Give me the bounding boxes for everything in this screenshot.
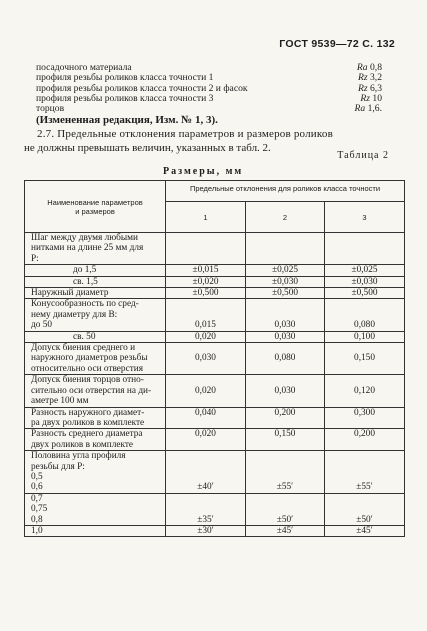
parameter-line: 0,7 bbox=[31, 493, 43, 504]
value-cell-class-3 bbox=[325, 276, 405, 287]
tolerance-value bbox=[246, 243, 324, 253]
parameter-line: св. 1,5 bbox=[73, 276, 98, 287]
tolerance-value: 0,015 bbox=[195, 320, 216, 331]
parameter-cell bbox=[25, 276, 166, 287]
tolerance-value: ±45′ bbox=[276, 525, 294, 536]
tolerance-value bbox=[166, 310, 245, 320]
tolerance-value: ±0,025 bbox=[271, 265, 299, 276]
value-cell-class-1 bbox=[166, 288, 246, 299]
tolerance-value: ±0,025 bbox=[351, 265, 378, 276]
header-line: и размеров bbox=[75, 206, 115, 216]
value-cell-class-1 bbox=[166, 451, 246, 494]
roughness-label: посадочного материала bbox=[36, 62, 132, 73]
tolerance-value: ±0,030 bbox=[271, 276, 299, 287]
tolerance-value: ±0,500 bbox=[271, 288, 299, 299]
roughness-value bbox=[355, 104, 382, 114]
tolerance-value bbox=[166, 375, 245, 385]
tolerance-value bbox=[246, 504, 324, 514]
tolerance-value bbox=[246, 299, 324, 309]
value-cell-class-2 bbox=[246, 375, 325, 407]
tolerance-value: ±35′ bbox=[197, 514, 214, 525]
tolerance-value: 0,020 bbox=[195, 385, 216, 396]
table-row bbox=[25, 525, 405, 536]
edition-note: (Измененная редакция, Изм. № 1, 3). bbox=[36, 114, 218, 126]
tolerance-value bbox=[246, 472, 324, 482]
tolerance-value: ±0,020 bbox=[192, 276, 219, 287]
tolerance-value: 0,150 bbox=[354, 353, 375, 364]
parameter-line: Шаг между двумя любыми bbox=[31, 233, 139, 243]
tolerance-value bbox=[325, 233, 404, 243]
parameter-line: Разность наружного диамет- bbox=[31, 407, 145, 418]
table-row bbox=[25, 451, 405, 494]
value-cell-class-2 bbox=[246, 288, 325, 299]
tolerance-value: 0,200 bbox=[274, 407, 296, 418]
tolerance-value bbox=[325, 243, 404, 253]
parameter-cell bbox=[25, 375, 166, 407]
column-header-parameter bbox=[25, 181, 166, 233]
tolerance-value: 0,300 bbox=[354, 407, 375, 418]
value-cell-class-3 bbox=[325, 265, 405, 276]
tolerance-value: 0,100 bbox=[354, 331, 375, 342]
tolerance-value bbox=[325, 343, 404, 353]
tolerance-value: 0,120 bbox=[354, 385, 375, 396]
parameter-line: сительно оси отверстия на ди- bbox=[31, 385, 152, 396]
tolerance-value bbox=[166, 364, 245, 374]
parameter-line: относительно оси отверстия bbox=[31, 363, 144, 374]
roughness-number: 6,3 bbox=[370, 82, 382, 94]
parameter-line: 0,5 bbox=[31, 471, 43, 482]
tolerance-value: ±40′ bbox=[197, 482, 214, 493]
tolerance-value: ±45′ bbox=[356, 525, 373, 536]
roughness-number: 1,6. bbox=[367, 103, 382, 115]
value-cell-class-3 bbox=[325, 375, 405, 407]
value-cell-class-2 bbox=[246, 299, 325, 331]
value-cell-class-1 bbox=[166, 343, 246, 375]
tolerance-value bbox=[246, 254, 324, 264]
parameter-line: нему диаметру для B: bbox=[31, 309, 118, 320]
value-cell-class-3 bbox=[325, 525, 405, 536]
value-cell-class-2 bbox=[246, 331, 325, 342]
roughness-number: 0,8 bbox=[370, 62, 382, 73]
value-cell-class-3 bbox=[325, 343, 405, 375]
value-cell-class-1 bbox=[166, 429, 246, 451]
table-row bbox=[25, 265, 405, 276]
parameter-line: 0,75 bbox=[31, 504, 48, 515]
table-number: Таблица 2 bbox=[337, 150, 389, 161]
tolerance-value bbox=[246, 462, 324, 472]
tolerance-value bbox=[166, 243, 245, 253]
tolerance-value: 0,040 bbox=[195, 407, 216, 418]
tolerance-value: 0,080 bbox=[354, 320, 375, 331]
header-line: Наименование параметров bbox=[47, 197, 143, 207]
tolerance-value bbox=[325, 254, 404, 264]
tolerance-value bbox=[246, 310, 324, 320]
roughness-param: Rz bbox=[360, 92, 370, 104]
value-cell-class-3 bbox=[325, 233, 405, 265]
parameter-line: св. 50 bbox=[73, 331, 96, 342]
roughness-label: профиля резьбы роликов класса точности 2 и фасок bbox=[36, 82, 248, 94]
tolerance-value bbox=[166, 472, 245, 482]
tolerance-value bbox=[246, 233, 324, 243]
tolerance-value: ±0,030 bbox=[351, 276, 378, 287]
parameter-cell bbox=[25, 265, 166, 276]
value-cell-class-1 bbox=[166, 233, 246, 265]
tolerance-value bbox=[325, 375, 404, 385]
parameter-line: ра двух роликов в комплекте bbox=[31, 417, 145, 428]
tolerance-table bbox=[24, 180, 405, 537]
parameter-line: Допуск биения торцов отно- bbox=[31, 375, 144, 386]
tolerance-value bbox=[325, 451, 404, 461]
tolerance-value bbox=[246, 396, 324, 406]
parameter-line: до 50 bbox=[31, 320, 52, 331]
parameter-line: резьбы для P: bbox=[31, 461, 85, 472]
parameter-line: 0,8 bbox=[31, 514, 43, 525]
table-row bbox=[25, 288, 405, 299]
tolerance-value: 0,020 bbox=[195, 331, 216, 342]
table-row bbox=[25, 276, 405, 287]
tolerance-value: 0,030 bbox=[274, 331, 296, 342]
table-row bbox=[25, 331, 405, 342]
roughness-list bbox=[36, 63, 382, 114]
parameter-line: аметре 100 мм bbox=[31, 396, 89, 407]
tolerance-value bbox=[166, 462, 245, 472]
table-row bbox=[25, 299, 405, 331]
tolerance-value bbox=[246, 375, 324, 385]
tolerance-value bbox=[325, 494, 404, 504]
tolerance-value bbox=[166, 451, 245, 461]
tolerance-value: ±55′ bbox=[356, 482, 373, 493]
table-row bbox=[25, 493, 405, 525]
parameter-line: наружного диаметров резьбы bbox=[31, 353, 148, 364]
value-cell-class-3 bbox=[325, 493, 405, 525]
parameter-cell bbox=[25, 407, 166, 429]
tolerance-value bbox=[166, 233, 245, 243]
column-header-class-2: 2 bbox=[246, 202, 325, 233]
tolerance-value: ±0,015 bbox=[192, 265, 219, 276]
parameter-line: P: bbox=[31, 253, 39, 264]
value-cell-class-1 bbox=[166, 299, 246, 331]
value-cell-class-1 bbox=[166, 525, 246, 536]
value-cell-class-3 bbox=[325, 331, 405, 342]
value-cell-class-2 bbox=[246, 493, 325, 525]
tolerance-value bbox=[166, 504, 245, 514]
tolerance-value: ±50′ bbox=[356, 514, 373, 525]
tolerance-value: 0,200 bbox=[354, 429, 375, 440]
tolerance-value: ±0,500 bbox=[351, 288, 378, 299]
tolerance-value bbox=[246, 451, 324, 461]
parameter-line: до 1,5 bbox=[73, 265, 97, 276]
parameter-cell bbox=[25, 299, 166, 331]
roughness-number: 3,2 bbox=[370, 72, 382, 84]
parameter-line: Конусообразность по сред- bbox=[31, 299, 139, 310]
value-cell-class-3 bbox=[325, 407, 405, 429]
roughness-param: Ra bbox=[356, 62, 368, 73]
value-cell-class-3 bbox=[325, 299, 405, 331]
roughness-param: Ra bbox=[354, 103, 366, 115]
value-cell-class-3 bbox=[325, 451, 405, 494]
table-row bbox=[25, 429, 405, 451]
tolerance-value bbox=[325, 462, 404, 472]
roughness-label: торцов bbox=[36, 103, 65, 115]
value-cell-class-2 bbox=[246, 276, 325, 287]
parameter-cell bbox=[25, 331, 166, 342]
value-cell-class-1 bbox=[166, 276, 246, 287]
parameter-cell bbox=[25, 343, 166, 375]
tolerance-value bbox=[246, 343, 324, 353]
parameter-cell bbox=[25, 233, 166, 265]
tolerance-value bbox=[166, 396, 245, 406]
value-cell-class-2 bbox=[246, 233, 325, 265]
parameter-cell bbox=[25, 525, 166, 536]
tolerance-value bbox=[325, 396, 404, 406]
parameter-cell bbox=[25, 288, 166, 299]
tolerance-value: ±30′ bbox=[197, 525, 214, 536]
parameter-line: 0,6 bbox=[31, 482, 43, 493]
parameter-line: двух роликов в комплекте bbox=[31, 439, 134, 450]
value-cell-class-2 bbox=[246, 407, 325, 429]
roughness-param: Rz bbox=[358, 72, 368, 84]
tolerance-value bbox=[166, 254, 245, 264]
roughness-label: профиля резьбы роликов класса точности 1 bbox=[36, 72, 214, 84]
tolerance-value bbox=[325, 504, 404, 514]
value-cell-class-1 bbox=[166, 407, 246, 429]
tolerance-value bbox=[325, 364, 404, 374]
parameter-cell bbox=[25, 493, 166, 525]
column-header-class-1: 1 bbox=[166, 202, 246, 233]
tolerance-value bbox=[246, 494, 324, 504]
tolerance-value bbox=[325, 472, 404, 482]
tolerance-value: 0,030 bbox=[195, 353, 216, 364]
tolerance-value bbox=[325, 299, 404, 309]
table-units: Размеры, мм bbox=[163, 166, 244, 177]
tolerance-value bbox=[325, 310, 404, 320]
tolerance-value bbox=[166, 343, 245, 353]
table-row bbox=[25, 343, 405, 375]
parameter-cell bbox=[25, 429, 166, 451]
tolerance-value: 0,030 bbox=[274, 385, 296, 396]
tolerance-value: 0,020 bbox=[195, 429, 216, 440]
value-cell-class-2 bbox=[246, 525, 325, 536]
parameter-line: Разность среднего диаметра bbox=[31, 429, 143, 440]
parameter-line: Допуск биения среднего и bbox=[31, 343, 136, 354]
parameter-line: Наружный диаметр bbox=[31, 288, 109, 299]
value-cell-class-1 bbox=[166, 265, 246, 276]
value-cell-class-2 bbox=[246, 343, 325, 375]
paragraph-line: 2.7. Предельные отклонения параметров и размеров роликов bbox=[37, 128, 333, 140]
paragraph-line: не должны превышать величин, указанных в табл. 2. bbox=[24, 141, 271, 154]
parameter-line: нитками на длине 25 мм для bbox=[31, 243, 144, 254]
roughness-number: 10 bbox=[372, 92, 382, 104]
tolerance-value: 0,030 bbox=[274, 320, 296, 331]
tolerance-value: ±50′ bbox=[276, 514, 294, 525]
tolerance-value bbox=[246, 364, 324, 374]
value-cell-class-1 bbox=[166, 375, 246, 407]
roughness-label: профиля резьбы роликов класса точности 3 bbox=[36, 92, 214, 104]
column-group-header: Предельные отклонения для роликов класса точности bbox=[166, 181, 405, 202]
value-cell-class-1 bbox=[166, 331, 246, 342]
roughness-item bbox=[36, 94, 382, 104]
tolerance-value: 0,150 bbox=[274, 429, 296, 440]
tolerance-value: 0,080 bbox=[274, 353, 296, 364]
tolerance-value: ±55′ bbox=[276, 482, 294, 493]
value-cell-class-2 bbox=[246, 429, 325, 451]
value-cell-class-2 bbox=[246, 451, 325, 494]
value-cell-class-3 bbox=[325, 429, 405, 451]
table-row bbox=[25, 233, 405, 265]
parameter-cell bbox=[25, 451, 166, 494]
table-row bbox=[25, 375, 405, 407]
column-header-class-3: 3 bbox=[325, 202, 405, 233]
value-cell-class-2 bbox=[246, 265, 325, 276]
tolerance-value bbox=[166, 494, 245, 504]
value-cell-class-1 bbox=[166, 493, 246, 525]
value-cell-class-3 bbox=[325, 288, 405, 299]
parameter-line: 1,0 bbox=[31, 525, 43, 536]
page-header: ГОСТ 9539—72 С. 132 bbox=[279, 38, 395, 50]
roughness-item bbox=[36, 104, 382, 114]
parameter-line: Половина угла профиля bbox=[31, 451, 126, 462]
roughness-param: Rz bbox=[358, 82, 368, 94]
tolerance-value bbox=[166, 299, 245, 309]
table-row bbox=[25, 407, 405, 429]
tolerance-value: ±0,500 bbox=[192, 288, 219, 299]
